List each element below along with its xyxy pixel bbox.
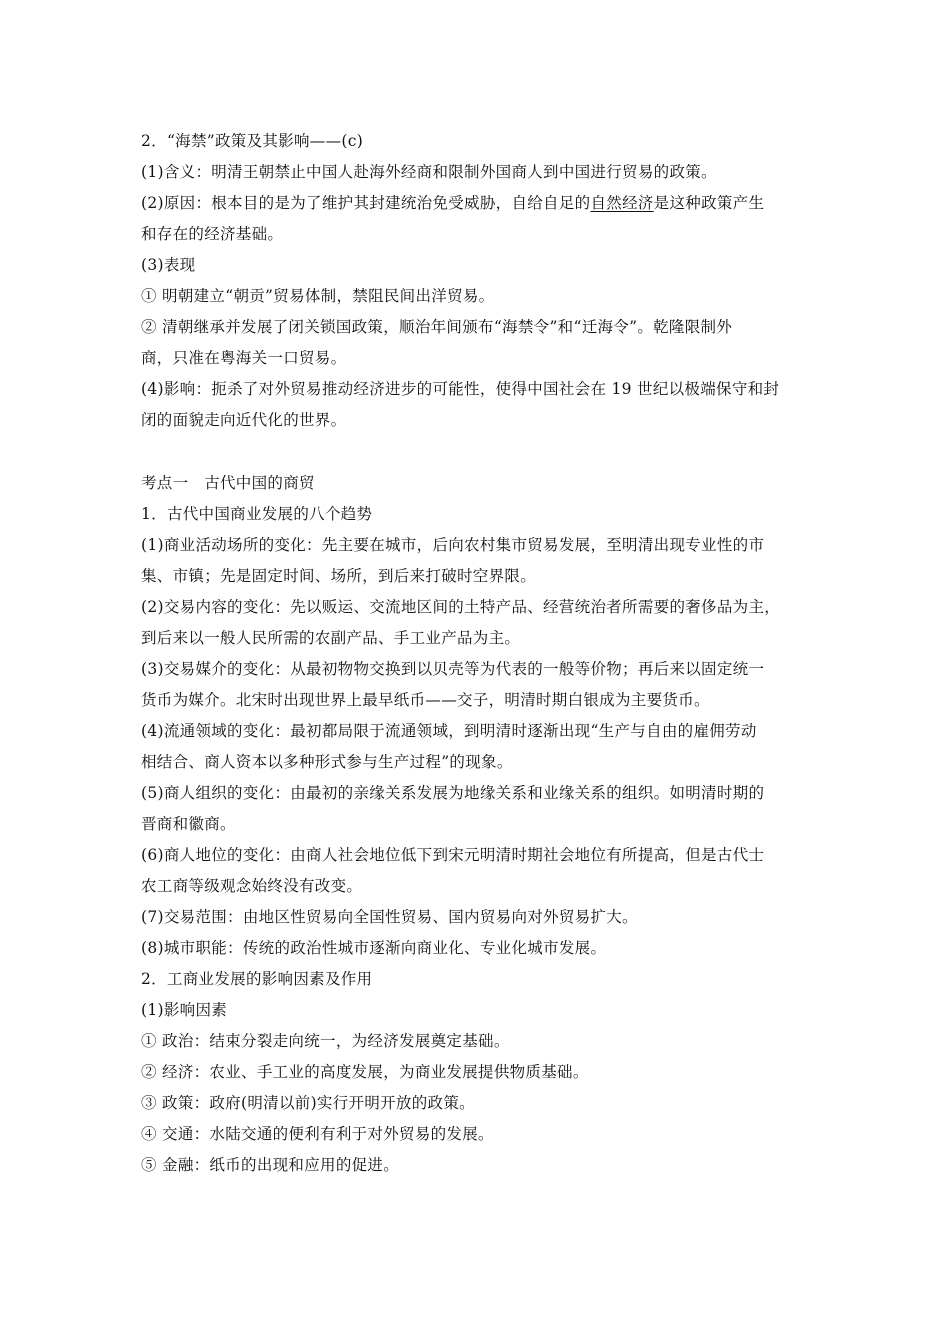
paragraph-line: (1)商业活动场所的变化：先主要在城市，后向农村集市贸易发展，至明清出现专业性的市 (141, 536, 765, 554)
paragraph-line: (1)含义：明清王朝禁止中国人赴海外经商和限制外国商人到中国进行贸易的政策。 (141, 163, 717, 181)
paragraph-line: (4)影响：扼杀了对外贸易推动经济进步的可能性，使得中国社会在 19 世纪以极端保守和封 (141, 380, 780, 398)
paragraph-line: ④ 交通：水陆交通的便利有利于对外贸易的发展。 (141, 1125, 494, 1143)
paragraph-line: 农工商等级观念始终没有改变。 (141, 877, 363, 895)
paragraph-line: ⑤ 金融：纸币的出现和应用的促进。 (141, 1156, 400, 1174)
paragraph-line: 集、市镇；先是固定时间、场所，到后来打破时空界限。 (141, 567, 537, 585)
paragraph-line: (2)交易内容的变化：先以贩运、交流地区间的土特产品、经营统治者所需要的奢侈品为主， (141, 598, 781, 616)
underlined-term: 自然经济 (590, 194, 654, 212)
paragraph-line: 晋商和徽商。 (141, 815, 236, 833)
paragraph-line (141, 188, 821, 219)
paragraph-line: 1．古代中国商业发展的八个趋势 (141, 505, 373, 523)
paragraph-line: (6)商人地位的变化：由商人社会地位低下到宋元明清时期社会地位有所提高，但是古代士 (141, 846, 765, 864)
paragraph-line: 货币为媒介。北宋时出现世界上最早纸币——交子，明清时期白银成为主要货币。 (141, 691, 710, 709)
paragraph-line: ① 明朝建立“朝贡”贸易体制，禁阻民间出洋贸易。 (141, 287, 495, 305)
paragraph-line: (1)影响因素 (141, 1001, 228, 1019)
paragraph-line: ② 经济：农业、手工业的高度发展，为商业发展提供物质基础。 (141, 1063, 589, 1081)
paragraph-line: 和存在的经济基础。 (141, 225, 284, 243)
text-run: (2)原因：根本目的是为了维护其封建统治免受威胁，自给自足的 (141, 194, 591, 212)
paragraph-line: (7)交易范围：由地区性贸易向全国性贸易、国内贸易向对外贸易扩大。 (141, 908, 638, 926)
section-spacer (141, 436, 821, 468)
paragraph-line: (3)表现 (141, 256, 196, 274)
text-run: 是这种政策产生 (653, 194, 765, 212)
section-heading: 2．“海禁”政策及其影响——(c) (141, 132, 364, 150)
paragraph-line: ③ 政策：政府(明清以前)实行开明开放的政策。 (141, 1094, 475, 1112)
paragraph-line: (3)交易媒介的变化：从最初物物交换到以贝壳等为代表的一般等价物；再后来以固定统一 (141, 660, 765, 678)
paragraph-line: (4)流通领域的变化：最初都局限于流通领域，到明清时逐渐出现“生产与自由的雇佣劳动 (141, 722, 757, 740)
paragraph-line: (8)城市职能：传统的政治性城市逐渐向商业化、专业化城市发展。 (141, 939, 607, 957)
paragraph-line: (5)商人组织的变化：由最初的亲缘关系发展为地缘关系和业缘关系的组织。如明清时期的 (141, 784, 765, 802)
paragraph-line: 到后来以一般人民所需的农副产品、手工业产品为主。 (141, 629, 521, 647)
paragraph-line: 商，只准在粤海关一口贸易。 (141, 349, 347, 367)
section-title: 考点一 古代中国的商贸 (141, 474, 315, 492)
paragraph-line: 相结合、商人资本以多种形式参与生产过程”的现象。 (141, 753, 513, 771)
paragraph-line: ② 清朝继承并发展了闭关锁国政策，顺治年间颁布“海禁令”和“迁海令”。乾隆限制外 (141, 318, 733, 336)
document-body (141, 126, 821, 1181)
paragraph-line: ① 政治：结束分裂走向统一，为经济发展奠定基础。 (141, 1032, 510, 1050)
paragraph-line: 闭的面貌走向近代化的世界。 (141, 411, 347, 429)
paragraph-line: 2．工商业发展的影响因素及作用 (141, 970, 373, 988)
